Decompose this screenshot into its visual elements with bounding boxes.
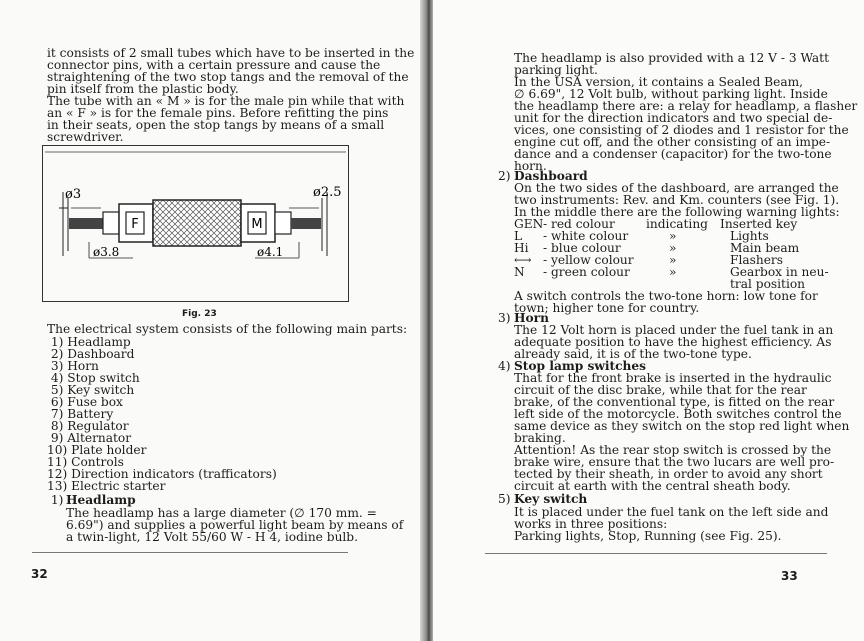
table-cell: »: [669, 253, 677, 267]
text-line: Parking lights, Stop, Running (see Fig. 25).: [514, 529, 782, 543]
list-item: 2) Dashboard: [47, 347, 135, 361]
text-line: On the two sides of the dashboard, are arranged the: [514, 181, 839, 195]
list-item: 5) Key switch: [47, 383, 135, 397]
section-number: 1): [47, 493, 64, 507]
table-cell: GEN: [514, 217, 544, 231]
text-line: brake, of the conventional type, is fitted on the rear: [514, 395, 835, 409]
text-line: horn.: [514, 159, 547, 173]
table-cell: »: [669, 229, 677, 243]
text-line: A switch controls the two-tone horn: low tone for: [514, 289, 818, 303]
table-cell: ⟷: [514, 253, 532, 267]
text-line: vices, one consisting of 2 diodes and 1 resistor for the: [514, 123, 849, 137]
text-line: screwdriver.: [47, 130, 124, 144]
text-line: already said, it is of the two-tone type.: [514, 347, 752, 361]
section-title-dashboard: Dashboard: [514, 169, 588, 183]
text-line: unit for the direction indicators and two special de-: [514, 111, 833, 125]
dim-d25: ø2.5: [313, 185, 342, 200]
figure-caption: Fig. 23: [182, 309, 217, 319]
section-title-horn: Horn: [514, 311, 549, 325]
table-cell: - yellow colour: [543, 253, 634, 267]
table-cell: Inserted key: [720, 217, 798, 231]
section-number: 3): [498, 311, 511, 325]
table-cell: - red colour: [543, 217, 615, 231]
text-line: tected by their sheath, in order to avoid any short: [514, 467, 823, 481]
list-item: 6) Fuse box: [47, 395, 123, 409]
left-page: [0, 0, 422, 641]
text-line: works in three positions:: [514, 517, 668, 531]
dim-d3: ø3: [65, 187, 82, 202]
text-line: circuit of the disc brake, while that for the rear: [514, 383, 807, 397]
table-cell: »: [669, 241, 677, 255]
list-item: 11) Controls: [47, 455, 124, 469]
m-label: M: [251, 217, 263, 232]
text-line: dance and a condenser (capacitor) for the two-tone: [514, 147, 832, 161]
text-line: two instruments: Rev. and Km. counters (see Fig. 1).: [514, 193, 840, 207]
dim-d38: ø3.8: [93, 245, 120, 259]
text-line: pin itself from the plastic body.: [47, 82, 239, 96]
section-title-key-switch: Key switch: [514, 492, 588, 506]
text-line: left side of the motorcycle. Both switches control the: [514, 407, 842, 421]
text-line: the headlamp there are: a relay for headlamp, a flasher: [514, 99, 858, 113]
page-number-right: 33: [781, 569, 798, 583]
table-cell: »: [669, 265, 677, 279]
text-line: straightening of the two stop tangs and the removal of the: [47, 70, 409, 84]
table-cell: - white colour: [543, 229, 629, 243]
text-line: It is placed under the fuel tank on the left side and: [514, 505, 829, 519]
text-line: The headlamp is also provided with a 12 V - 3 Watt: [514, 51, 829, 65]
right-page: [433, 0, 864, 641]
table-cell: Flashers: [730, 253, 784, 267]
text-line: adequate position to have the highest efficiency. As: [514, 335, 832, 349]
text-line: town; higher tone for country.: [514, 301, 700, 315]
text-line: a twin-light, 12 Volt 55/60 W - H 4, iodine bulb.: [66, 530, 358, 544]
page-number-left: 32: [31, 567, 48, 581]
section-number: 4): [498, 359, 511, 373]
list-item: 13) Electric starter: [47, 479, 166, 493]
text-line: same device as they switch on the stop red light when: [514, 419, 850, 433]
text-line: In the middle there are the following warning lights:: [514, 205, 840, 219]
list-item: 3) Horn: [47, 359, 99, 373]
text-line: an « F » is for the female pins. Before refitting the pins: [47, 106, 389, 120]
text-line: connector pins, with a certain pressure and cause the: [47, 58, 381, 72]
text-line: in their seats, open the stop tangs by means of a small: [47, 118, 385, 132]
left-pin: [69, 218, 103, 229]
table-cell: Hi: [514, 241, 529, 255]
table-cell: tral position: [730, 277, 806, 291]
table-cell: - blue colour: [543, 241, 621, 255]
text-line: That for the front brake is inserted in the hydraulic: [514, 371, 832, 385]
text-line: engine cut off, and the other consisting of an impe-: [514, 135, 831, 149]
parts-intro: The electrical system consists of the following main parts:: [47, 322, 408, 336]
figure-23-connector-tool: [42, 145, 349, 302]
list-item: 1) Headlamp: [47, 335, 131, 349]
table-cell: - green colour: [543, 265, 630, 279]
table-cell: indicating: [646, 217, 708, 231]
list-item: 12) Direction indicators (trafficators): [47, 467, 277, 481]
text-line: it consists of 2 small tubes which have to be inserted in the: [47, 46, 415, 60]
connector-tool-drawing: [43, 146, 348, 301]
divider: [32, 552, 348, 553]
list-item: 4) Stop switch: [47, 371, 140, 385]
list-item: 7) Battery: [47, 407, 114, 421]
table-cell: N: [514, 265, 525, 279]
divider: [485, 553, 827, 554]
table-cell: L: [514, 229, 523, 243]
text-line: The headlamp has a large diameter (∅ 170 mm. =: [66, 506, 377, 520]
f-label: F: [131, 217, 139, 232]
list-item: 8) Regulator: [47, 419, 129, 433]
text-line: The 12 Volt horn is placed under the fuel tank in an: [514, 323, 834, 337]
text-line: In the USA version, it contains a Sealed Beam,: [514, 75, 804, 89]
section-number: 5): [498, 492, 511, 506]
knurled-handle: [153, 200, 241, 246]
text-line: The tube with an « M » is for the male pin while that with: [47, 94, 405, 108]
text-line: 6.69") and supplies a powerful light beam by means of: [66, 518, 404, 532]
text-line: parking light.: [514, 63, 598, 77]
list-item: 9) Alternator: [47, 431, 132, 445]
list-item: 10) Plate holder: [47, 443, 147, 457]
right-pin: [291, 218, 321, 229]
text-line: Attention! As the rear stop switch is crossed by the: [514, 443, 832, 457]
text-line: brake wire, ensure that the two lucars are well pro-: [514, 455, 835, 469]
table-cell: Main beam: [730, 241, 800, 255]
text-line: braking.: [514, 431, 566, 445]
section-number: 2): [498, 169, 511, 183]
section-title-headlamp: Headlamp: [66, 493, 136, 507]
dim-d41: ø4.1: [257, 245, 284, 259]
table-cell: Gearbox in neu-: [730, 265, 829, 279]
table-cell: Lights: [730, 229, 769, 243]
text-line: ∅ 6.69", 12 Volt bulb, without parking light. Inside: [514, 87, 828, 101]
text-line: circuit at earth with the central sheath body.: [514, 479, 791, 493]
section-title-stop-lamp: Stop lamp switches: [514, 359, 647, 373]
